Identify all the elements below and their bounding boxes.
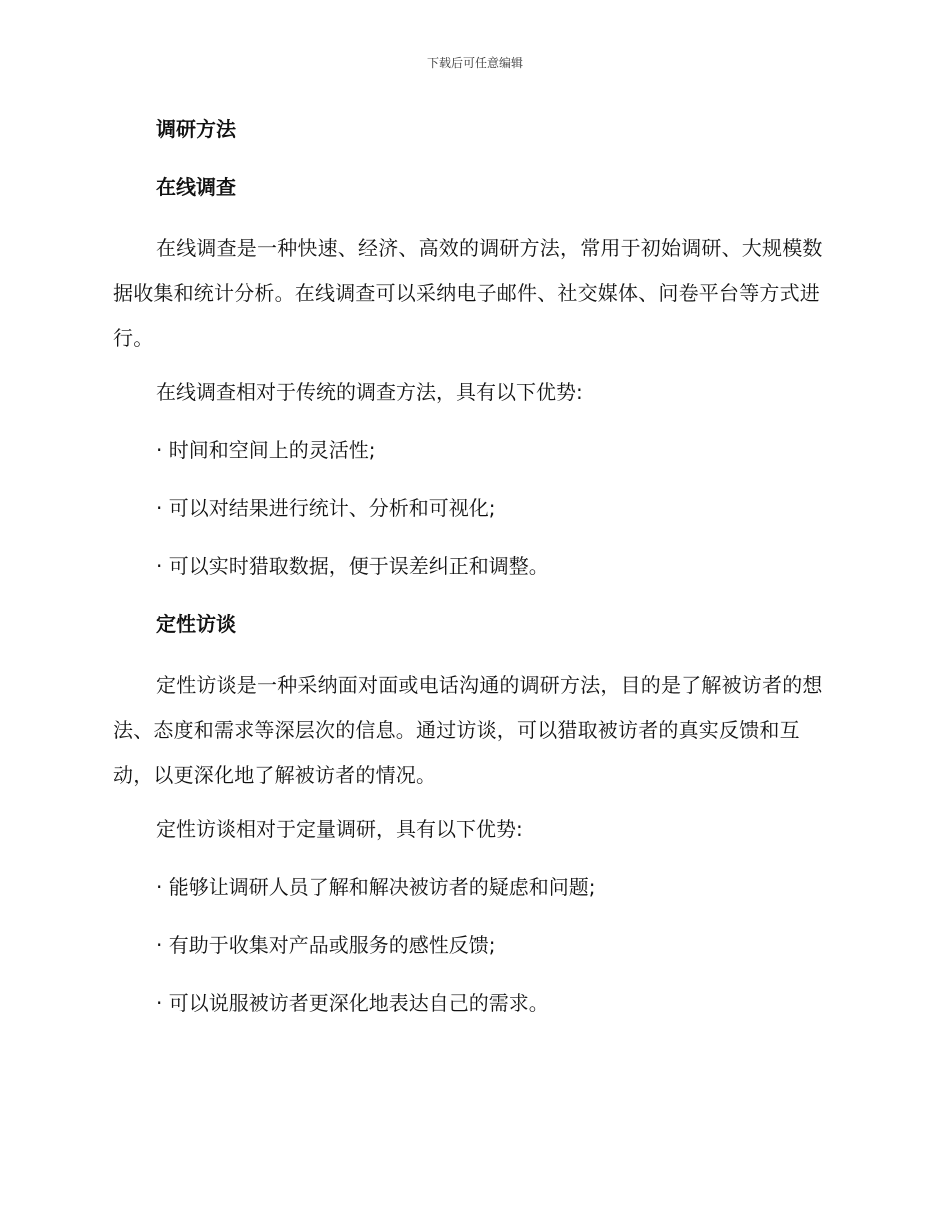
section-heading-online-survey: 在线调查 [156, 175, 236, 199]
bullet-item: · 可以对结果进行统计、分析和可视化; [156, 496, 496, 520]
section-paragraph-online-survey: 在线调查是一种快速、经济、高效的调研方法，常用于初始调研、大规模数据收集和统计分析。在线调查可以采纳电子邮件、社交媒体、问卷平台等方式进行。 [113, 236, 823, 350]
bullet-item: · 有助于收集对产品或服务的感性反馈; [156, 933, 496, 957]
bullet-item: · 可以说服被访者更深化地表达自己的需求。 [156, 991, 549, 1015]
section-heading-qualitative-interview: 定性访谈 [156, 612, 236, 636]
bullet-item: · 时间和空间上的灵活性; [156, 438, 376, 462]
header-note: 下载后可任意编辑 [426, 56, 523, 70]
document-content [113, 110, 833, 1042]
document-title: 调研方法 [156, 117, 236, 141]
section-paragraph-qualitative-interview: 定性访谈是一种采纳面对面或电话沟通的调研方法，目的是了解被访者的想法、态度和需求等深层次的信息。通过访谈，可以猎取被访者的真实反馈和互动，以更深化地了解被访者的情况。 [113, 673, 823, 787]
section-intro-online-survey: 在线调查相对于传统的调查方法，具有以下优势: [156, 380, 583, 404]
bullet-item: · 可以实时猎取数据，便于误差纠正和调整。 [156, 554, 549, 578]
section-intro-qualitative-interview: 定性访谈相对于定量调研，具有以下优势: [156, 817, 523, 841]
bullet-item: · 能够让调研人员了解和解决被访者的疑虑和问题; [156, 875, 596, 899]
